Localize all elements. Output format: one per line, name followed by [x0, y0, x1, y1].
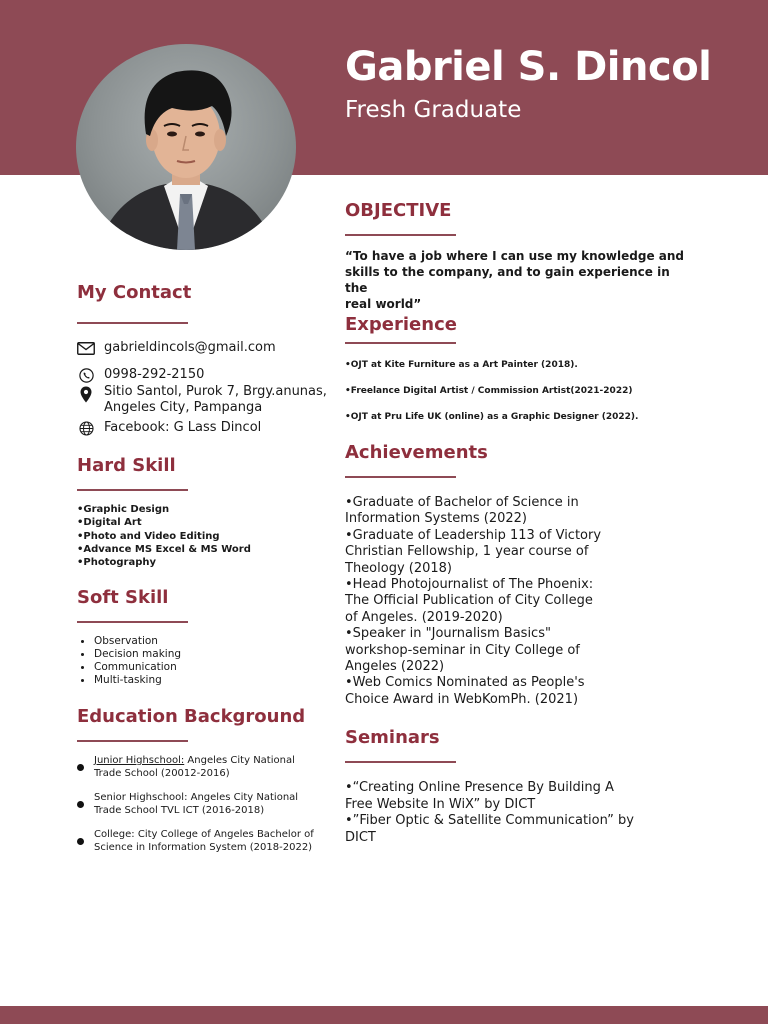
seminar-line: •“Creating Online Presence By Building A	[345, 780, 614, 795]
hard-skill-heading: Hard Skill	[77, 455, 176, 476]
footer-band	[0, 1006, 768, 1024]
contact-heading: My Contact	[77, 282, 192, 303]
achievement-line: •Speaker in "Journalism Basics"	[345, 626, 551, 642]
education-label: Senior Highschool:	[94, 792, 188, 803]
seminar-line: •”Fiber Optic & Satellite Communication” by	[345, 813, 634, 829]
bullet-icon	[77, 838, 84, 845]
education-detail: Science in Information System (2018-2022)	[94, 841, 313, 853]
objective-rule	[345, 234, 456, 236]
education-label: Junior Highschool:	[94, 755, 185, 766]
education-rule	[77, 740, 188, 742]
experience-item: •OJT at Kite Furniture as a Art Painter (2018).	[345, 360, 578, 370]
education-item-junior	[77, 755, 324, 780]
profile-photo	[76, 44, 296, 250]
address-line1: Sitio Santol, Purok 7, Brgy.anunas,	[104, 384, 327, 399]
achievement-line: Theology (2018)	[345, 560, 453, 576]
location-pin-icon	[77, 384, 95, 404]
achievement-line: Angeles (2022)	[345, 659, 445, 675]
seminar-line: DICT	[345, 829, 376, 845]
objective-heading: OBJECTIVE	[345, 200, 452, 221]
soft-skill-item: Observation	[79, 635, 181, 648]
phone-text: 0998-292-2150	[104, 367, 205, 382]
education-detail: City College of Angeles Bachelor of	[134, 829, 314, 840]
seminars-heading: Seminars	[345, 727, 440, 748]
achievement-line: of Angeles. (2019-2020)	[345, 609, 503, 625]
mail-icon	[77, 340, 95, 356]
contact-phone	[77, 367, 204, 383]
hard-skill-item: •Photography	[77, 557, 156, 569]
hard-skill-list	[77, 503, 251, 569]
seminars-list	[345, 780, 645, 846]
objective-line: “To have a job where I can use my knowledge and	[345, 249, 684, 263]
achievements-heading: Achievements	[345, 442, 488, 463]
hard-skill-item: •Advance MS Excel & MS Word	[77, 543, 251, 555]
achievement-line: •Web Comics Nominated as People's	[345, 675, 585, 691]
achievement-line: Information Systems (2022)	[345, 511, 527, 527]
education-item-college	[77, 829, 334, 854]
soft-skill-heading: Soft Skill	[77, 587, 169, 608]
education-detail: Angeles City National	[187, 792, 299, 803]
hard-skill-item: •Digital Art	[77, 517, 142, 529]
objective-line: real world”	[345, 297, 422, 311]
achievement-line: Christian Fellowship, 1 year course of	[345, 544, 589, 560]
experience-item: •OJT at Pru Life UK (online) as a Graphic Designer (2022).	[345, 412, 639, 422]
experience-heading: Experience	[345, 314, 457, 335]
achievement-line: •Graduate of Leadership 113 of Victory	[345, 527, 602, 543]
facebook-text: Facebook: G Lass Dincol	[104, 420, 262, 435]
seminars-rule	[345, 761, 456, 763]
candidate-role: Fresh Graduate	[345, 97, 522, 123]
soft-skill-rule	[77, 621, 188, 623]
education-heading: Education Background	[77, 706, 306, 727]
achievement-line: •Graduate of Bachelor of Science in	[345, 495, 579, 510]
achievement-line: Choice Award in WebKomPh. (2021)	[345, 691, 579, 707]
achievements-list	[345, 495, 615, 708]
contact-email	[77, 340, 276, 356]
hard-skill-item: •Photo and Video Editing	[77, 530, 220, 542]
education-item-senior	[77, 792, 324, 817]
soft-skill-list	[79, 635, 181, 687]
bullet-icon	[77, 764, 84, 771]
education-detail: Trade School TVL ICT (2016-2018)	[94, 804, 265, 816]
soft-skill-item: Communication	[79, 661, 181, 674]
candidate-name: Gabriel S. Dincol	[345, 44, 712, 90]
hard-skill-item: •Graphic Design	[77, 504, 170, 515]
achievement-line: The Official Publication of City College	[345, 593, 593, 609]
address-line2: Angeles City, Pampanga	[104, 400, 263, 415]
achievement-line: •Head Photojournalist of The Phoenix:	[345, 577, 594, 593]
email-text: gabrieldincols@gmail.com	[104, 340, 276, 355]
seminar-line: Free Website In WiX” by DICT	[345, 796, 536, 812]
education-detail: Trade School (20012-2016)	[94, 767, 230, 779]
soft-skill-item: Decision making	[79, 648, 181, 661]
contact-rule	[77, 322, 188, 324]
experience-item: •Freelance Digital Artist / Commission Artist(2021-2022)	[345, 386, 633, 396]
achievements-rule	[345, 476, 456, 478]
bullet-icon	[77, 801, 84, 808]
contact-address	[77, 384, 327, 416]
education-detail: Angeles City National	[184, 755, 295, 766]
hard-skill-rule	[77, 489, 188, 491]
experience-rule	[345, 342, 456, 344]
education-label: College:	[94, 829, 135, 840]
contact-facebook	[77, 420, 261, 436]
objective-line: skills to the company, and to gain experience in the	[345, 265, 670, 295]
soft-skill-item: Multi-tasking	[79, 674, 181, 687]
achievement-line: workshop-seminar in City College of	[345, 642, 580, 658]
phone-icon	[77, 367, 95, 383]
objective-text	[345, 248, 695, 312]
globe-icon	[77, 420, 95, 436]
